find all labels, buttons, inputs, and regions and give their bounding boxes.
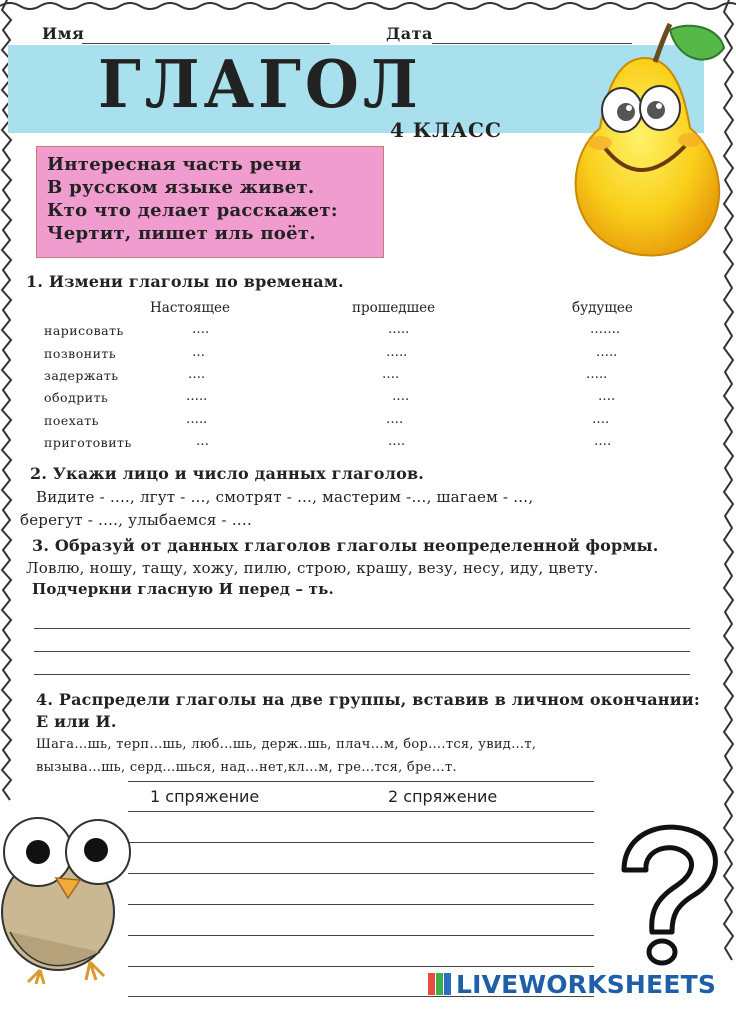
answer-line[interactable]: [34, 674, 690, 675]
verb-label: позвонить: [44, 346, 117, 361]
grade-label: 4 КЛАСС: [390, 118, 502, 142]
answer-blank[interactable]: ….: [392, 389, 410, 404]
answer-blank[interactable]: ….: [388, 434, 406, 449]
table-line: [128, 781, 594, 782]
poem-line: Кто что делает расскажет:: [47, 200, 338, 221]
column-conj1: 1 спряжение: [150, 787, 260, 806]
answer-blank[interactable]: …: [196, 434, 209, 449]
answer-blank[interactable]: ….: [188, 367, 206, 382]
page-title: ГЛАГОЛ: [98, 46, 422, 123]
answer-blank[interactable]: ….: [192, 322, 210, 337]
column-present: Настоящее: [150, 300, 231, 316]
answer-blank[interactable]: …..: [596, 345, 618, 360]
answer-blank[interactable]: …..: [186, 389, 208, 404]
task3-instruction: Подчеркни гласную И перед – ть.: [32, 580, 334, 598]
answer-line[interactable]: [128, 811, 594, 812]
task4-title: 4. Распредели глаголы на две группы, вставив в личном окончании:: [36, 690, 700, 709]
task2-title: 2. Укажи лицо и число данных глаголов.: [30, 464, 425, 483]
answer-blank[interactable]: ….: [598, 389, 616, 404]
answer-blank[interactable]: ….: [386, 412, 404, 427]
column-future: будущее: [572, 300, 633, 316]
task2-text-line: Видите - …., лгут - …, смотрят - …, мастерим -…, шагаем - …,: [36, 488, 534, 506]
task4-subtitle: Е или И.: [36, 712, 117, 731]
poem-line: В русском языке живет.: [47, 177, 315, 198]
answer-blank[interactable]: …: [192, 345, 205, 360]
answer-line[interactable]: [128, 966, 594, 967]
name-field-line[interactable]: [82, 43, 330, 44]
question-mark-icon: [614, 820, 724, 970]
answer-line[interactable]: [34, 628, 690, 629]
date-label: Дата: [386, 24, 433, 43]
verb-label: приготовить: [44, 435, 132, 450]
verb-label: задержать: [44, 368, 119, 383]
task4-text-line: Шага…шь, терп…шь, люб…шь, держ..шь, плач…м, бор….тся, увид…т,: [36, 737, 537, 752]
answer-line[interactable]: [128, 842, 594, 843]
answer-blank[interactable]: …..: [186, 412, 208, 427]
top-border: [0, 0, 736, 12]
answer-line[interactable]: [128, 904, 594, 905]
verb-label: поехать: [44, 413, 99, 428]
answer-blank[interactable]: …….: [590, 322, 621, 337]
poem-line: Чертит, пишет иль поёт.: [47, 223, 316, 244]
task3-title: 3. Образуй от данных глаголов глаголы неопределенной формы.: [32, 536, 659, 555]
answer-blank[interactable]: …..: [388, 322, 410, 337]
answer-blank[interactable]: …..: [586, 367, 608, 382]
answer-blank[interactable]: ….: [594, 434, 612, 449]
answer-line[interactable]: [128, 935, 594, 936]
name-label: Имя: [42, 24, 85, 43]
column-conj2: 2 спряжение: [388, 787, 498, 806]
poem-line: Интересная часть речи: [47, 154, 302, 175]
pear-mascot-image: [560, 18, 730, 263]
answer-line[interactable]: [34, 651, 690, 652]
liveworksheets-watermark[interactable]: LIVEWORKSHEETS: [456, 970, 717, 999]
answer-line[interactable]: [128, 873, 594, 874]
answer-blank[interactable]: …..: [386, 345, 408, 360]
answer-blank[interactable]: ….: [592, 412, 610, 427]
answer-blank[interactable]: ….: [382, 367, 400, 382]
owl-image: [0, 812, 135, 987]
column-past: прошедшее: [352, 300, 436, 316]
liveworksheets-logo-icon: [428, 973, 452, 995]
task2-text-line: берегут - …., улыбаемся - ….: [20, 511, 252, 529]
verb-label: ободрить: [44, 390, 109, 405]
task1-title: 1. Измени глаголы по временам.: [26, 272, 344, 291]
verb-label: нарисовать: [44, 323, 124, 338]
poem-box: [36, 146, 384, 258]
task3-text-line: Ловлю, ношу, тащу, хожу, пилю, строю, крашу, везу, несу, иду, цвету.: [26, 559, 599, 577]
task4-text-line: вызыва…шь, серд…шься, над…нет,кл…м, гре…тся, бре…т.: [36, 760, 457, 775]
